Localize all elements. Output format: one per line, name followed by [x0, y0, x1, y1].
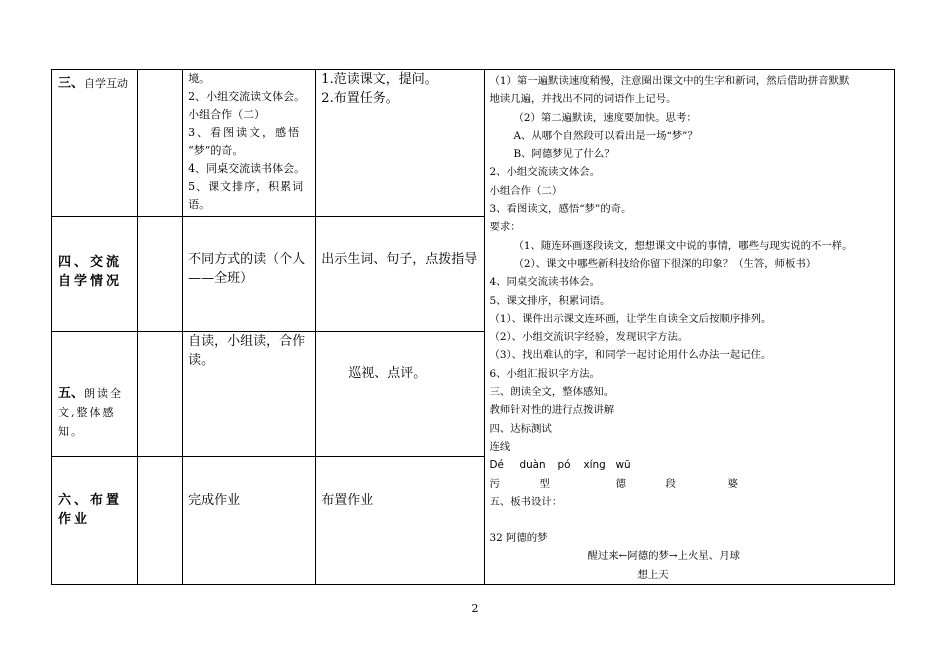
pinyin: duàn	[519, 459, 546, 472]
student-activity-cell	[183, 216, 316, 331]
text-line: （1、随连环画逐段读文，想想课文中说的事情，哪些与现实说的不一样。	[513, 239, 853, 252]
text-line: 三、朗读全文，整体感知。	[489, 386, 615, 399]
text-line: 4、同桌交流读书体会。	[188, 162, 306, 175]
lesson-plan-table	[51, 69, 895, 585]
hanzi: 段	[665, 477, 676, 490]
stage-name: 自学互动	[84, 77, 129, 90]
pinyin: Dé	[489, 459, 504, 472]
teacher-activity-cell	[316, 70, 485, 217]
hanzi: 型	[539, 477, 550, 490]
board-line: 想上天	[637, 568, 669, 581]
hanzi: 德	[615, 477, 626, 490]
page-number: 2	[471, 602, 479, 615]
hanzi-row	[489, 475, 891, 493]
stage-name: 朗读全文,整体感知。	[58, 387, 124, 439]
teacher-activity-cell	[316, 332, 485, 456]
text-line: 小组合作（二）	[188, 108, 266, 121]
text-line: 境。	[188, 72, 211, 85]
teacher-activity-cell	[316, 216, 485, 331]
text-line: （2）、课文中哪些新科技给你留下很深的印象？（生答，师板书）	[513, 257, 817, 270]
text-line: 5、课文排序，积累词	[188, 180, 305, 193]
text-line: 四、达标测试	[489, 422, 552, 435]
pinyin: pó	[557, 459, 571, 472]
text-line: 五、板书设计：	[489, 495, 563, 508]
text-line: 3、看图读文，感悟“梦”的奇。	[489, 203, 632, 216]
text-line: （1）第一遍默读速度稍慢，注意圈出课文中的生字和新词，然后借助拼音默默	[489, 75, 850, 87]
stage-number: 五、	[58, 386, 85, 402]
stage-title: 四、交流自学情况	[58, 254, 123, 289]
cell-text: 自读，小组读，合作读。	[188, 334, 306, 369]
cell-text: 巡视、点评。	[348, 366, 427, 382]
text-line: （2）、小组交流识字经验，发现识字方法。	[489, 331, 689, 344]
hanzi: 婆	[727, 477, 738, 490]
text-line: （1）、课件出示课文连环画，让学生自读全文后按顺序排列。	[489, 312, 772, 325]
text-line: 2、小组交流读文体会。	[489, 166, 601, 179]
text-line: （3）、找出难认的字，和同学一起讨论用什么办法一起记住。	[489, 349, 772, 362]
text-line: 2、小组交流读文体会。	[188, 90, 306, 103]
cell-text: 不同方式的读（个人——全班）	[188, 251, 306, 286]
student-activity-cell	[183, 332, 316, 456]
empty-cell	[138, 456, 183, 585]
text-line: “梦”的奇。	[188, 144, 244, 157]
text-line: 5、课文排序，积累词语。	[489, 294, 611, 307]
stage-title: 六、布置作业	[58, 492, 123, 527]
teacher-activity-cell	[316, 456, 485, 585]
board-title: 32 阿德的梦	[489, 532, 548, 545]
text-line: 教师针对性的进行点拨讲解	[489, 404, 615, 417]
blank-line	[489, 511, 891, 529]
empty-cell	[138, 216, 183, 331]
text-line: 3、看图读文，感悟	[188, 126, 302, 139]
detail-cell	[485, 70, 895, 585]
text-line: 连线	[489, 440, 511, 453]
student-activity-cell	[183, 70, 316, 217]
text-line: 6、小组汇报识字方法。	[489, 367, 601, 380]
cell-text: 出示生词、句子，点拨指导	[321, 251, 478, 267]
text-line: 4、同桌交流读书体会。	[489, 276, 601, 289]
text-line: 1.范读课文，提问。	[321, 72, 438, 87]
table-row	[52, 70, 895, 217]
stage-cell	[52, 456, 138, 585]
empty-cell	[138, 70, 183, 217]
pinyin: xíng	[583, 459, 606, 472]
text-line: B、阿德梦见了什么？	[513, 148, 615, 161]
text-line: A、从哪个自然段可以看出是一场“梦”？	[513, 129, 698, 142]
pinyin-row	[489, 456, 891, 474]
hanzi: 污	[489, 477, 500, 490]
text-line: 地读几遍，并找出不同的词语作上记号。	[489, 93, 677, 106]
empty-cell	[138, 332, 183, 456]
cell-text: 完成作业	[188, 492, 241, 508]
text-line: 小组合作（二）	[489, 184, 563, 197]
stage-cell	[52, 332, 138, 456]
text-line: 2.布置任务。	[321, 91, 399, 106]
board-line: 醒过来←阿德的梦→上火星、月球	[587, 550, 740, 563]
pinyin: wū	[615, 459, 631, 472]
cell-text: 布置作业	[321, 492, 374, 508]
stage-cell	[52, 70, 138, 217]
text-line: 语。	[188, 198, 211, 211]
text-line: （2）第二遍默读，速度要加快。思考：	[513, 111, 697, 124]
text-line: 要求：	[489, 221, 521, 234]
student-activity-cell	[183, 456, 316, 585]
stage-number: 三、	[58, 76, 85, 91]
stage-cell	[52, 216, 138, 331]
